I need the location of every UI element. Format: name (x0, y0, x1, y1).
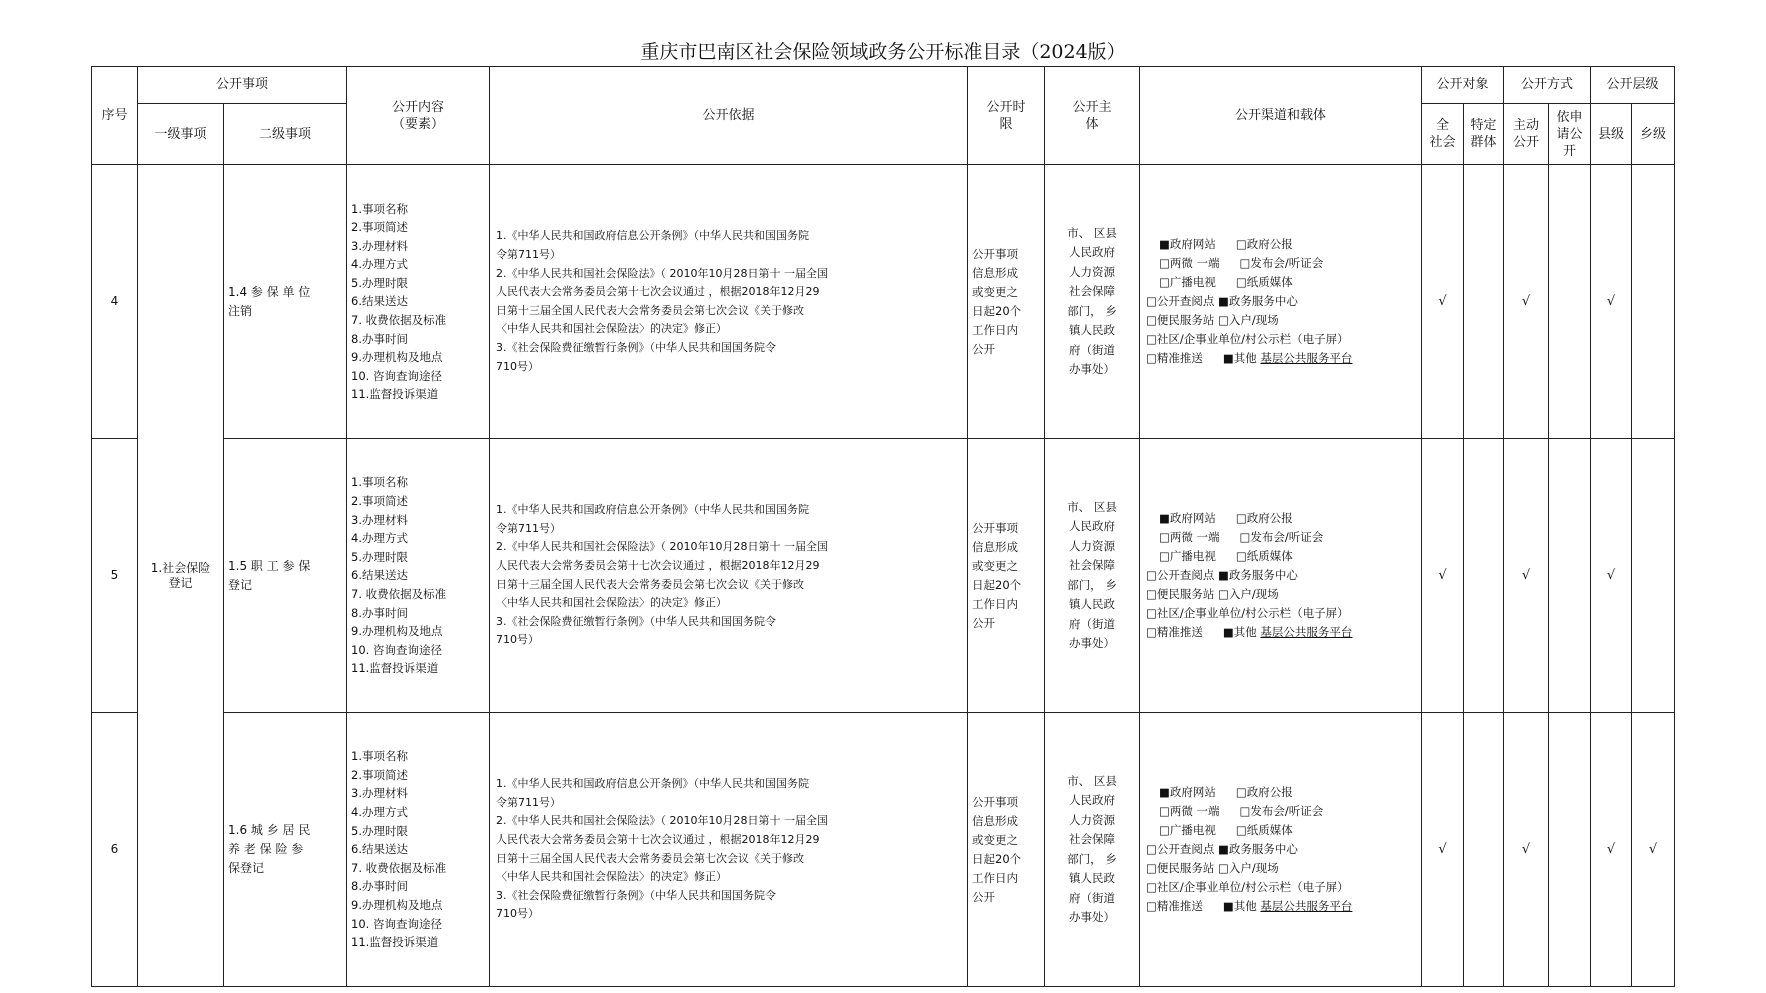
header-row-1 (92, 67, 1675, 104)
time-limit: 公开事项 信息形成 或变更之 日起20个 工作日内 公开 (968, 439, 1045, 713)
header-target: 公开对象 (1422, 67, 1504, 104)
legal-basis: 1.《中华人民共和国政府信息公开条例》（中华人民共和国国务院 令第711号） 2.《中华人民共和国社会保险法》（ 2010年10月28日第十 一届全国 人民代表大会常务委员会第十七次会议通过 ，根据2018年12月29 日第十三届全国人民代表大会常务委员会第七次会议《关于修改 〈中华人民共和国社会保险法〉的决定》修正） 3.《社会保险费征缴暂行条例》（中华人民共和国国务院令 710号） (490, 165, 968, 439)
table-row (92, 713, 1675, 987)
page-title: 重庆市巴南区社会保险领域政务公开标准目录（2024版） (640, 41, 1126, 63)
header-method-request: 依申 请公 开 (1549, 103, 1591, 164)
header-target-all: 全 社会 (1422, 103, 1464, 164)
check-method-request (1549, 439, 1591, 713)
check-tier-township (1632, 439, 1675, 713)
header-basis: 公开依据 (490, 67, 968, 165)
level2-item: 1.4 参 保 单 位 注销 (224, 165, 347, 439)
header-channels: 公开渠道和载体 (1140, 67, 1422, 165)
header-tier-county: 县级 (1591, 103, 1632, 164)
channels: ■政府网站 □政府公报 □两微 一端 □发布会/听证会 □广播电视 □纸质媒体 □公开查阅点 ■政务服务中心 □便民服务站 □入户/现场 □社区/企事业单位/村公示栏（电子屏） □精准推送 ■其他 基层公共服务平台 (1140, 713, 1422, 987)
header-level1: 一级事项 (138, 103, 224, 164)
time-limit: 公开事项 信息形成 或变更之 日起20个 工作日内 公开 (968, 165, 1045, 439)
check-tier-county: √ (1591, 165, 1632, 439)
publishing-subject: 市、 区县 人民政府 人力资源 社会保障 部门， 乡 镇人民政 府（街道 办事处） (1045, 439, 1140, 713)
check-method-request (1549, 165, 1591, 439)
check-target-specific (1464, 165, 1504, 439)
check-target-specific (1464, 713, 1504, 987)
table-row (92, 439, 1675, 713)
header-method-active: 主动 公开 (1504, 103, 1549, 164)
check-tier-township: √ (1632, 713, 1675, 987)
channels: ■政府网站 □政府公报 □两微 一端 □发布会/听证会 □广播电视 □纸质媒体 □公开查阅点 ■政务服务中心 □便民服务站 □入户/现场 □社区/企事业单位/村公示栏（电子屏） □精准推送 ■其他 基层公共服务平台 (1140, 439, 1422, 713)
header-method: 公开方式 (1504, 67, 1591, 104)
row-seq: 5 (92, 439, 138, 713)
check-target-all: √ (1422, 165, 1464, 439)
check-method-request (1549, 713, 1591, 987)
publishing-subject: 市、 区县 人民政府 人力资源 社会保障 部门， 乡 镇人民政 府（街道 办事处） (1045, 165, 1140, 439)
table-row (92, 165, 1675, 439)
header-tier: 公开层级 (1591, 67, 1675, 104)
header-items: 公开事项 (138, 67, 347, 104)
level2-item: 1.6 城 乡 居 民 养 老 保 险 参 保登记 (224, 713, 347, 987)
header-subject: 公开主 体 (1045, 67, 1140, 165)
header-tier-township: 乡级 (1632, 103, 1675, 164)
header-target-specific: 特定 群体 (1464, 103, 1504, 164)
level1-item: 1.社会保险 登记 (138, 165, 224, 987)
check-tier-county: √ (1591, 439, 1632, 713)
check-target-all: √ (1422, 713, 1464, 987)
content-elements: 1.事项名称 2.事项简述 3.办理材料 4.办理方式 5.办理时限 6.结果送达 7. 收费依据及标准 8.办事时间 9.办理机构及地点 10. 咨询查询途径 11.监督投诉渠道 (347, 439, 490, 713)
level2-item: 1.5 职 工 参 保 登记 (224, 439, 347, 713)
time-limit: 公开事项 信息形成 或变更之 日起20个 工作日内 公开 (968, 713, 1045, 987)
check-method-active: √ (1504, 165, 1549, 439)
header-time-limit: 公开时 限 (968, 67, 1045, 165)
legal-basis: 1.《中华人民共和国政府信息公开条例》（中华人民共和国国务院 令第711号） 2.《中华人民共和国社会保险法》（ 2010年10月28日第十 一届全国 人民代表大会常务委员会第十七次会议通过 ，根据2018年12月29 日第十三届全国人民代表大会常务委员会第七次会议《关于修改 〈中华人民共和国社会保险法〉的决定》修正） 3.《社会保险费征缴暂行条例》（中华人民共和国国务院令 710号） (490, 713, 968, 987)
check-target-specific (1464, 439, 1504, 713)
check-method-active: √ (1504, 439, 1549, 713)
row-seq: 4 (92, 165, 138, 439)
legal-basis: 1.《中华人民共和国政府信息公开条例》（中华人民共和国国务院 令第711号） 2.《中华人民共和国社会保险法》（ 2010年10月28日第十 一届全国 人民代表大会常务委员会第十七次会议通过 ，根据2018年12月29 日第十三届全国人民代表大会常务委员会第七次会议《关于修改 〈中华人民共和国社会保险法〉的决定》修正） 3.《社会保险费征缴暂行条例》（中华人民共和国国务院令 710号） (490, 439, 968, 713)
check-tier-county: √ (1591, 713, 1632, 987)
header-level2: 二级事项 (224, 103, 347, 164)
check-tier-township (1632, 165, 1675, 439)
header-content: 公开内容 （要素） (347, 67, 490, 165)
content-elements: 1.事项名称 2.事项简述 3.办理材料 4.办理方式 5.办理时限 6.结果送达 7. 收费依据及标准 8.办事时间 9.办理机构及地点 10. 咨询查询途径 11.监督投诉渠道 (347, 165, 490, 439)
row-seq: 6 (92, 713, 138, 987)
check-method-active: √ (1504, 713, 1549, 987)
publishing-subject: 市、 区县 人民政府 人力资源 社会保障 部门， 乡 镇人民政 府（街道 办事处） (1045, 713, 1140, 987)
catalog-table (91, 66, 1675, 987)
content-elements: 1.事项名称 2.事项简述 3.办理材料 4.办理方式 5.办理时限 6.结果送达 7. 收费依据及标准 8.办事时间 9.办理机构及地点 10. 咨询查询途径 11.监督投诉渠道 (347, 713, 490, 987)
check-target-all: √ (1422, 439, 1464, 713)
channels: ■政府网站 □政府公报 □两微 一端 □发布会/听证会 □广播电视 □纸质媒体 □公开查阅点 ■政务服务中心 □便民服务站 □入户/现场 □社区/企事业单位/村公示栏（电子屏） □精准推送 ■其他 基层公共服务平台 (1140, 165, 1422, 439)
header-seq: 序号 (92, 67, 138, 165)
